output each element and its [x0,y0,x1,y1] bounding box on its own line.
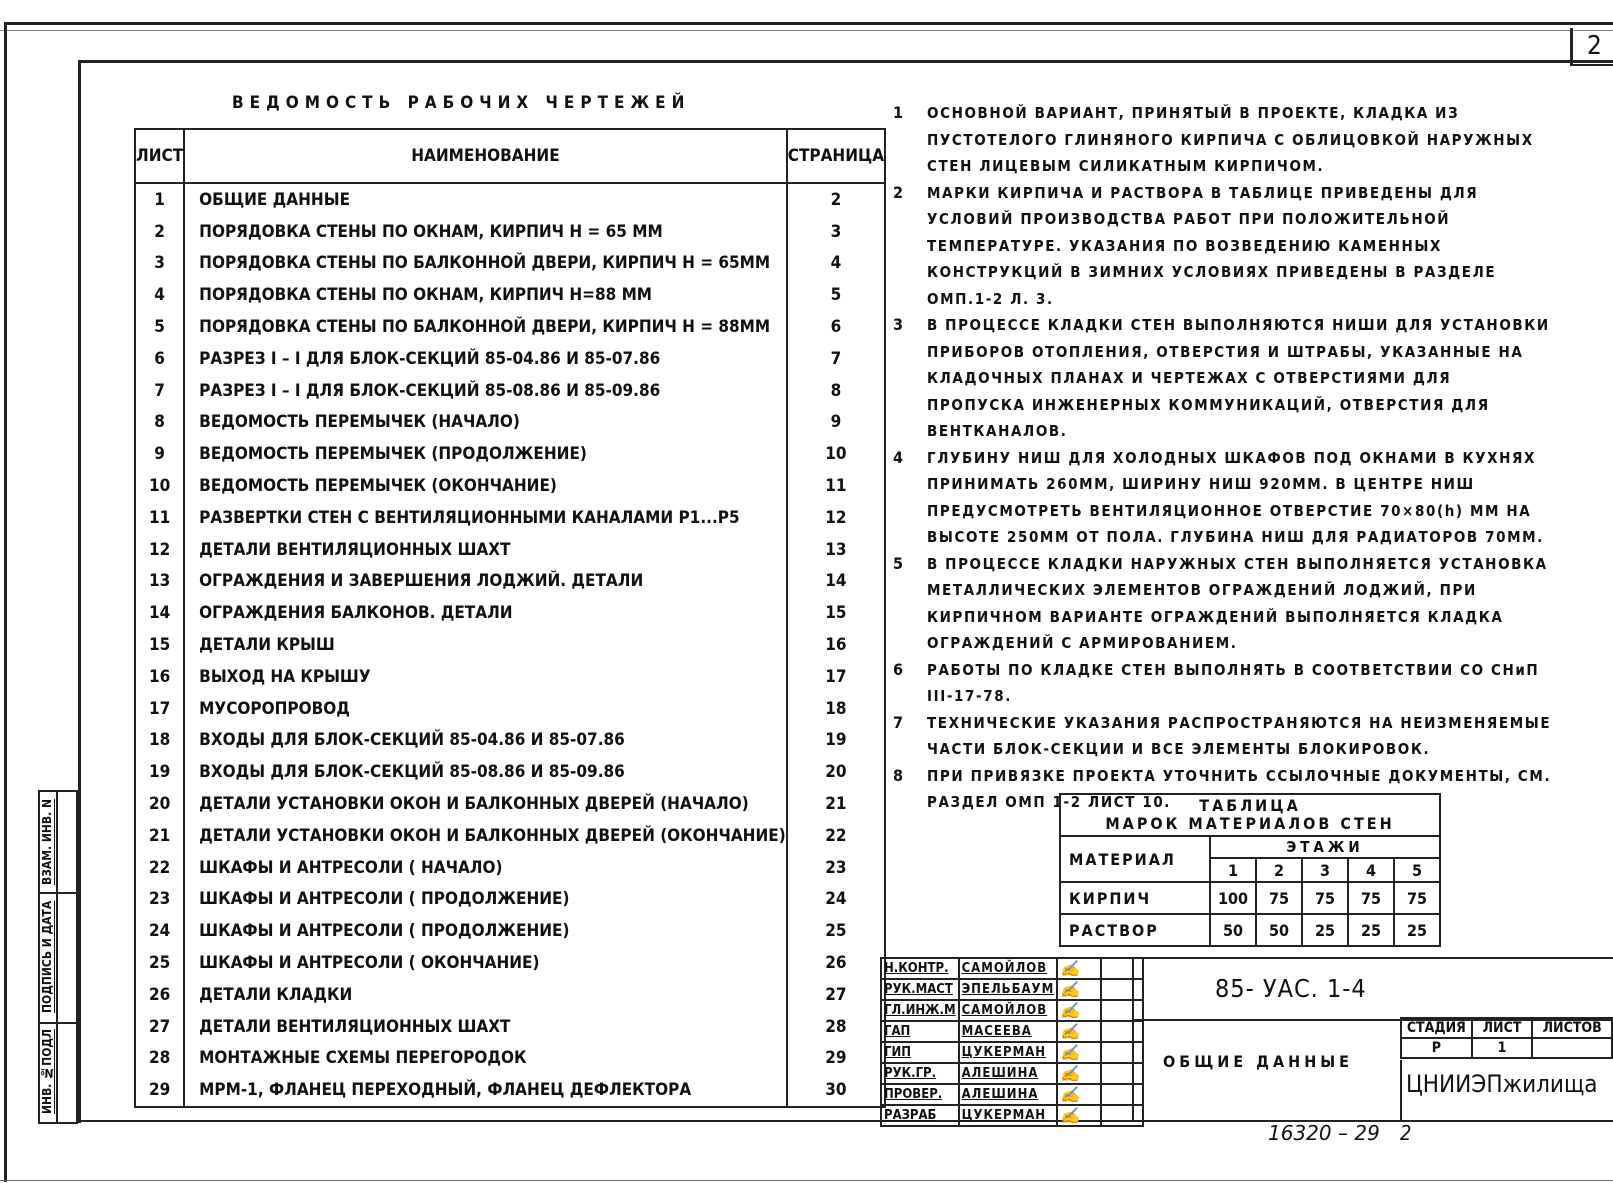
sheet-number: 22 [135,852,184,884]
stage-value: Р [1401,1038,1472,1058]
material-header: МАТЕРИАЛ [1060,836,1210,882]
document-code-box [1132,957,1613,1021]
page-number: 15 [787,597,885,629]
signer-role: РУК.МАСТ [881,979,959,1000]
table-row [135,788,885,820]
signature-row [881,1042,1143,1063]
sheet-number: 20 [135,788,184,820]
signature-icon: ✍ [1057,958,1101,979]
table-row [135,852,885,884]
page-number: 16 [787,629,885,661]
sheet-number: 17 [135,693,184,725]
table-row [135,756,885,788]
note-text: ТЕХНИЧЕСКИЕ УКАЗАНИЯ РАСПРОСТРАНЯЮТСЯ НА НЕИЗМЕНЯЕМЫЕ ЧАСТИ БЛОК-СЕКЦИИ И ВСЕ ЭЛЕМЕНТЫ БЛОКИРОВОК. [927,713,1552,758]
drawing-name: ВЕДОМОСТЬ ПЕРЕМЫЧЕК (ПРОДОЛЖЕНИЕ) [199,444,587,465]
table-row [135,915,885,947]
floor-number: 4 [1348,858,1394,882]
signer-role: ГЛ.ИНЖ.М [881,1000,959,1021]
materials-title-line1: ТАБЛИЦА [1199,796,1301,815]
table-row [135,597,885,629]
note-number: 2 [893,182,905,202]
table-row [135,375,885,407]
note-item [893,710,1553,763]
page-number: 2 [787,183,885,216]
floor-number: 2 [1256,858,1302,882]
table-row [135,216,885,248]
signature-row [881,979,1143,1000]
table-row [135,693,885,725]
drawing-name: ОБЩИЕ ДАННЫЕ [199,189,351,210]
sheet-header: ЛИСТ [1472,1018,1533,1038]
page-number: 28 [787,1011,885,1043]
sheet-number: 24 [135,915,184,947]
table-row [135,343,885,375]
outer-frame-top [4,22,1613,25]
signer-role: Н.КОНТР. [881,958,959,979]
drawing-name: ШКАФЫ И АНТРЕСОЛИ ( ОКОНЧАНИЕ) [199,953,540,974]
page-number: 13 [787,534,885,566]
page-number: 26 [787,947,885,979]
drawing-name: ПОРЯДОВКА СТЕНЫ ПО ОКНАМ, КИРПИЧ Н = 65 ММ [199,221,663,242]
sheet-number: 19 [135,756,184,788]
drawing-name: МОНТАЖНЫЕ СХЕМЫ ПЕРЕГОРОДОК [199,1048,527,1069]
signer-name: САМОЙЛОВ [959,958,1058,979]
signature-icon: ✍ [1057,1042,1101,1063]
drawing-name: ОГРАЖДЕНИЯ БАЛКОНОВ. ДЕТАЛИ [199,603,513,624]
material-name: КИРПИЧ [1060,882,1210,914]
sheet-number: 10 [135,470,184,502]
table-row [135,1043,885,1075]
material-grade: 50 [1210,914,1256,946]
sheet-number: 14 [135,597,184,629]
sheets-header: ЛИСТОВ [1532,1018,1612,1038]
drawing-name: ПОРЯДОВКА СТЕНЫ ПО БАЛКОННОЙ ДВЕРИ, КИРПИЧ Н = 88ММ [199,317,771,338]
signature-block [880,957,1144,1127]
signer-role: ПРОВЕР. [881,1084,959,1105]
note-text: В ПРОЦЕССЕ КЛАДКИ НАРУЖНЫХ СТЕН ВЫПОЛНЯЕТСЯ УСТАНОВКА МЕТАЛЛИЧЕСКИХ ЭЛЕМЕНТОВ ОГРАЖДЕНИЙ ЛОДЖИЙ, ПРИ КИРПИЧНОМ ВАРИАНТЕ ОГРАЖДЕНИЙ ВЫПОЛНЯЕТСЯ КЛАДКА ОГРАЖДЕНИЙ С АРМИРОВАНИЕМ. [927,554,1548,652]
signer-role: РАЗРАБ [881,1105,959,1126]
note-item [893,657,1553,710]
signature-row [881,1063,1143,1084]
sheet-number: 3 [135,248,184,280]
drawing-name: ШКАФЫ И АНТРЕСОЛИ ( ПРОДОЛЖЕНИЕ) [199,889,570,910]
drawing-name: ДЕТАЛИ ВЕНТИЛЯЦИОННЫХ ШАХТ [199,539,511,560]
note-number: 3 [893,315,905,334]
note-number: 6 [893,659,905,679]
page-number: 17 [787,661,885,693]
signature-icon: ✍ [1057,1000,1101,1021]
signature-row [881,1105,1143,1126]
page-number: 21 [787,788,885,820]
drawing-name: ШКАФЫ И АНТРЕСОЛИ ( НАЧАЛО) [199,857,503,878]
page-number: 24 [787,884,885,916]
drawing-name: ПОРЯДОВКА СТЕНЫ ПО ОКНАМ, КИРПИЧ Н=88 ММ [199,285,653,306]
floors-header: ЭТАЖИ [1210,836,1440,858]
sheet-number: 21 [135,820,184,852]
signer-name: ЦУКЕРМАН [959,1105,1058,1126]
sheet-value: 1 [1472,1038,1533,1058]
page-number: 10 [787,438,885,470]
organization-name: ЦНИИЭПжилища [1406,1070,1598,1098]
side-stamp-divider [40,1022,76,1024]
side-stamp-replace-label: ВЗАМ. ИНВ. N [40,798,54,886]
material-grade: 25 [1302,914,1348,946]
table-header-row [135,129,885,183]
table-row [135,407,885,439]
table-row [135,629,885,661]
drawing-list-table [134,128,886,1108]
signer-role: ГАП [881,1021,959,1042]
signature-icon: ✍ [1057,1021,1101,1042]
table-row [135,183,885,216]
page-number: 19 [787,725,885,757]
sheet-number: 2 [135,216,184,248]
frame-bottom-line [78,1120,1613,1122]
material-grade: 25 [1348,914,1394,946]
page-number: 14 [787,566,885,598]
sheet-number: 1 [135,183,184,216]
table-row [135,311,885,343]
page-number: 25 [787,915,885,947]
floor-number: 3 [1302,858,1348,882]
drawing-name: ШКАФЫ И АНТРЕСОЛИ ( ПРОДОЛЖЕНИЕ) [199,921,570,942]
document-code: 85- УАС. 1-4 [1215,974,1367,1003]
page-number: 20 [787,756,885,788]
floor-number: 5 [1394,858,1440,882]
page-number: 23 [787,852,885,884]
sheet-number: 25 [135,947,184,979]
material-row [1060,914,1440,946]
table-row [135,947,885,979]
signer-name: МАСЕЕВА [959,1021,1058,1042]
drawing-name: ДЕТАЛИ КЛАДКИ [199,984,353,1005]
note-text: В ПРОЦЕССЕ КЛАДКИ СТЕН ВЫПОЛНЯЮТСЯ НИШИ ДЛЯ УСТАНОВКИ ПРИБОРОВ ОТОПЛЕНИЯ, ОТВЕРСТИЯ И ШТРАБЫ, УКАЗАННЫЕ НА КЛАДОЧНЫХ ПЛАНАХ И ЧЕРТЕЖАХ С ОТВЕРСТИЯМИ ДЛЯ ПРОПУСКА ИНЖЕНЕРНЫХ КОММУНИКАЦИЙ, ОТВЕРСТИЯ ДЛЯ ВЕНТКАНАЛОВ. [927,316,1550,440]
sheet-number: 23 [135,884,184,916]
note-number: 8 [893,765,905,785]
drawing-name: ДЕТАЛИ УСТАНОВКИ ОКОН И БАЛКОННЫХ ДВЕРЕЙ (НАЧАЛО) [199,794,749,815]
page-number: 9 [787,407,885,439]
sheet-number: 8 [135,407,184,439]
outer-frame-left [4,22,7,1182]
material-grade: 75 [1394,882,1440,914]
sheet-number: 5 [135,311,184,343]
side-stamp-signature-label: ПОДПИСЬ И ДАТА [40,900,54,1014]
page-number: 27 [787,979,885,1011]
drawing-name: РАЗРЕЗ I – I ДЛЯ БЛОК-СЕКЦИЙ 85-04.86 И 85-07.86 [199,348,661,369]
drawing-name: МРМ-1, ФЛАНЕЦ ПЕРЕХОДНЫЙ, ФЛАНЕЦ ДЕФЛЕКТОРА [184,1074,787,1107]
page-number: 22 [787,820,885,852]
inventory-page: 2 [1400,1121,1412,1145]
drawing-name: ДЕТАЛИ УСТАНОВКИ ОКОН И БАЛКОННЫХ ДВЕРЕЙ (ОКОНЧАНИЕ) [199,825,786,846]
stage-table [1400,1017,1613,1059]
material-grade: 50 [1256,914,1302,946]
note-item [893,445,1553,551]
page-bottom-edge [0,1180,1613,1181]
sheet-number: 15 [135,629,184,661]
note-number: 7 [893,712,905,732]
drawing-name: ВЫХОД НА КРЫШУ [199,666,371,687]
header-sheet: ЛИСТ [135,129,184,183]
note-item [893,100,1553,180]
note-text: РАБОТЫ ПО КЛАДКЕ СТЕН ВЫПОЛНЯТЬ В СООТВЕТСТВИИ СО СНиП III-17-78. [927,660,1540,705]
materials-title-line2: МАРОК МАТЕРИАЛОВ СТЕН [1105,814,1395,833]
signature-row [881,1084,1143,1105]
sheet-number: 27 [135,1011,184,1043]
drawing-name: МУСОРОПРОВОД [199,698,350,719]
sheet-number: 9 [135,438,184,470]
drawing-name: ОГРАЖДЕНИЯ И ЗАВЕРШЕНИЯ ЛОДЖИЙ. ДЕТАЛИ [199,571,644,592]
material-grade: 75 [1256,882,1302,914]
sheet-name: ОБЩИЕ ДАННЫЕ [1163,1052,1353,1071]
table-row [135,566,885,598]
table-row [135,279,885,311]
page-number: 8 [787,375,885,407]
note-number: 4 [893,447,905,467]
page-number: 12 [787,502,885,534]
note-text: МАРКИ КИРПИЧА И РАСТВОРА В ТАБЛИЦЕ ПРИВЕДЕНЫ ДЛЯ УСЛОВИЙ ПРОИЗВОДСТВА РАБОТ ПРИ ПОЛОЖИТЕЛЬНОЙ ТЕМПЕРАТУРЕ. УКАЗАНИЯ ПО ВОЗВЕДЕНИЮ КАМЕННЫХ КОНСТРУКЦИЙ В ЗИМНИХ УСЛОВИЯХ ПРИВЕДЕНЫ В РАЗДЕЛЕ ОМП.1-2 Л. 3. [927,183,1497,308]
signature-icon: ✍ [1057,1084,1101,1105]
drawing-name: РАЗРЕЗ I – I ДЛЯ БЛОК-СЕКЦИЙ 85-08.86 И 85-09.86 [199,380,661,401]
sheets-value [1532,1038,1612,1058]
sheet-number: 4 [135,279,184,311]
sheet-number: 13 [135,566,184,598]
table-row [135,438,885,470]
sheet-number: 18 [135,725,184,757]
table-row [135,661,885,693]
signer-name: АЛЕШИНА [959,1063,1058,1084]
table-row [135,502,885,534]
sheet-number: 11 [135,502,184,534]
signer-name: САМОЙЛОВ [959,1000,1058,1021]
floor-number: 1 [1210,858,1256,882]
note-item [893,180,1553,313]
signature-row [881,1021,1143,1042]
page-number: 29 [787,1043,885,1075]
side-stamp-divider [40,892,76,894]
sheet-number-corner: 2 [1570,28,1613,66]
sheet-number: 29 [135,1074,184,1107]
material-grade: 75 [1348,882,1394,914]
table-row [135,1011,885,1043]
table-row [135,248,885,280]
side-stamp-inv-label: ИНВ. №ПОДЛ [40,1029,54,1115]
material-name: РАСТВОР [1060,914,1210,946]
note-text: ОСНОВНОЙ ВАРИАНТ, ПРИНЯТЫЙ В ПРОЕКТЕ, КЛАДКА ИЗ ПУСТОТЕЛОГО ГЛИНЯНОГО КИРПИЧА С ОБЛИЦОВКОЙ НАРУЖНЫХ СТЕН ЛИЦЕВЫМ СИЛИКАТНЫМ КИРПИЧОМ. [927,104,1534,175]
page-number: 6 [787,311,885,343]
drawing-name: ПОРЯДОВКА СТЕНЫ ПО БАЛКОННОЙ ДВЕРИ, КИРПИЧ Н = 65ММ [199,253,771,274]
note-number: 1 [893,103,905,122]
page-number: 18 [787,693,885,725]
table-row [135,1074,885,1107]
side-approval-stamp [38,790,78,1124]
material-grade: 100 [1210,882,1256,914]
sheet-number: 12 [135,534,184,566]
drawing-name: ВХОДЫ ДЛЯ БЛОК-СЕКЦИЙ 85-04.86 И 85-07.86 [199,730,625,751]
page-number: 7 [787,343,885,375]
sheet-number: 16 [135,661,184,693]
drawing-name: ДЕТАЛИ ВЕНТИЛЯЦИОННЫХ ШАХТ [199,1016,511,1037]
page-number: 5 [787,279,885,311]
stage-header: СТАДИЯ [1401,1018,1472,1038]
page-number: 30 [787,1074,885,1107]
material-row [1060,882,1440,914]
sheet-number: 6 [135,343,184,375]
signature-row [881,958,1143,979]
table-row [135,470,885,502]
drawing-name: РАЗВЕРТКИ СТЕН С ВЕНТИЛЯЦИОННЫМИ КАНАЛАМИ Р1...Р5 [199,507,740,528]
wall-materials-table [1059,793,1441,947]
sheet-number: 26 [135,979,184,1011]
note-text: ГЛУБИНУ НИШ ДЛЯ ХОЛОДНЫХ ШКАФОВ ПОД ОКНАМИ В КУХНЯХ ПРИНИМАТЬ 260ММ, ШИРИНУ НИШ 920ММ. В ЦЕНТРЕ НИШ ПРЕДУСМОТРЕТЬ ВЕНТИЛЯЦИОННОЕ ОТВЕРСТИЕ 70×80(h) ММ НА ВЫСОТЕ 250ММ ОТ ПОЛА. ГЛУБИНА НИШ ДЛЯ РАДИАТОРОВ 70ММ. [927,448,1544,546]
note-number: 5 [893,553,905,573]
signature-icon: ✍ [1057,1063,1101,1084]
header-name: НАИМЕНОВАНИЕ [184,129,787,183]
signature-icon: ✍ [1057,1105,1101,1126]
general-notes [893,100,1553,816]
table-row [135,979,885,1011]
signer-name: ЦУКЕРМАН [959,1042,1058,1063]
sheet-number: 7 [135,375,184,407]
table-row [135,725,885,757]
page-number: 3 [787,216,885,248]
drawing-list-title: ВЕДОМОСТЬ РАБОЧИХ ЧЕРТЕЖЕЙ [232,93,691,113]
drawing-name: ВЕДОМОСТЬ ПЕРЕМЫЧЕК (НАЧАЛО) [199,412,520,433]
table-row [135,884,885,916]
table-row [135,820,885,852]
signer-role: РУК.ГР. [881,1063,959,1084]
table-row [135,534,885,566]
signer-role: ГИП [881,1042,959,1063]
signer-name: АЛЕШИНА [959,1084,1058,1105]
drawing-name: ВХОДЫ ДЛЯ БЛОК-СЕКЦИЙ 85-08.86 И 85-09.86 [199,762,625,783]
material-grade: 25 [1394,914,1440,946]
drawing-name: ВЕДОМОСТЬ ПЕРЕМЫЧЕК (ОКОНЧАНИЕ) [199,476,557,497]
signer-name: ЭПЕЛЬБАУМ [959,979,1058,1000]
note-item [893,312,1553,445]
note-text: ПРИ ПРИВЯЗКЕ ПРОЕКТА УТОЧНИТЬ ССЫЛОЧНЫЕ ДОКУМЕНТЫ, СМ. РАЗДЕЛ ОМП 1-2 ЛИСТ 10. [927,766,1552,811]
sheet-number: 28 [135,1043,184,1075]
note-item [893,551,1553,657]
torn-page-edge [0,0,1613,31]
signature-icon: ✍ [1057,979,1101,1000]
materials-table-title [1060,794,1440,836]
material-grade: 75 [1302,882,1348,914]
inventory-number: 16320 – 29 [1268,1121,1380,1145]
signature-row [881,1000,1143,1021]
drawing-name: ДЕТАЛИ КРЫШ [199,635,335,656]
page-number: 11 [787,470,885,502]
page-number: 4 [787,248,885,280]
header-page: СТРАНИЦА [787,129,885,183]
